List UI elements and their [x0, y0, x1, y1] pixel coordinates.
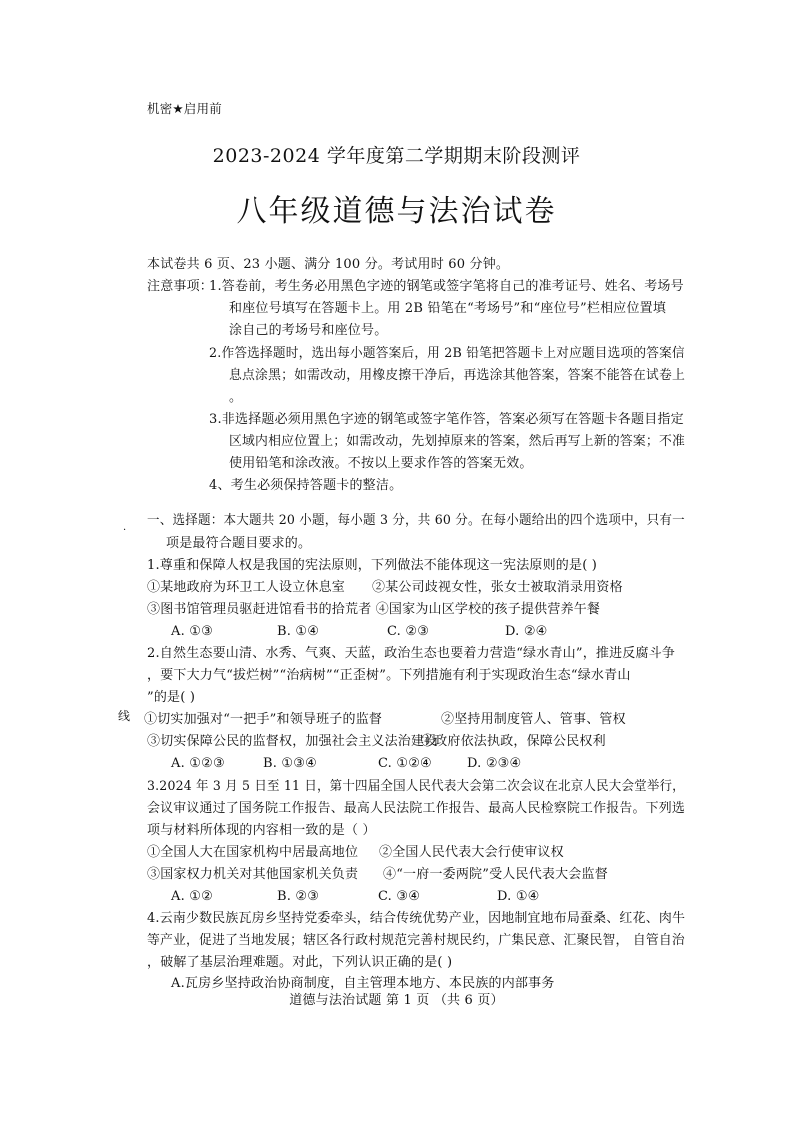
section-1-instructions: 一、选择题：本大题共 20 小题，每小题 3 分，共 60 分。在每小题给出的四个选项中，只有一 [147, 513, 685, 528]
question-2-statement-4: ④政府依法执政，保障公民权利 [421, 734, 606, 749]
question-3-stem-line-3: 项与材料所体现的内容相一致的是（ ） [147, 823, 376, 838]
section-1-instructions-cont: 项是最符合题目要求的。 [166, 536, 312, 551]
question-2-stem-line-1: 2.自然生态要山清、水秀、气爽、天蓝，政治生态也要着力营造“绿水青山”，推进反腐斗争 [147, 646, 676, 661]
question-3-option-c: C. ③④ [378, 889, 421, 904]
exam-intro: 本试卷共 6 页、23 小题、满分 100 分。考试用时 60 分钟。 [147, 257, 510, 272]
question-3-option-b: B. ②③ [277, 889, 320, 904]
question-2-statement-2: ②坚持用制度管人、管事、管权 [441, 712, 626, 727]
question-1-option-d: D. ②④ [505, 624, 548, 639]
question-2-stem-line-3: ”的是( ) [147, 690, 196, 705]
question-2-option-b: B. ①③④ [263, 756, 317, 771]
question-2-statement-3: ③切实保障公民的监督权，加强社会主义法治建设 [147, 734, 438, 749]
question-2-option-c: C. ①②④ [378, 756, 432, 771]
question-3-statement-2: ②全国人民代表大会行使审议权 [379, 845, 564, 860]
binding-line-mark: 线 [118, 709, 131, 723]
question-3-option-d: D. ①④ [497, 889, 540, 904]
note-4: 4、考生必须保持答题卡的整洁。 [209, 478, 403, 493]
question-3-statement-3: ③国家权力机关对其他国家机关负责 [147, 867, 359, 882]
question-3-option-a: A. ①② [171, 889, 213, 904]
question-4-stem-line-1: 4.云南少数民族瓦房乡坚持党委牵头，结合传统优势产业，因地制宜地布局蚕桑、红花、肉牛 [147, 911, 686, 926]
question-2-option-a: A. ①②③ [171, 756, 225, 771]
confidential-label: 机密★启用前 [147, 101, 222, 116]
question-1-statement-1: ①某地政府为环卫工人设立休息室 [147, 580, 346, 595]
exam-subject-title: 八年级道德与法治试卷 [236, 194, 557, 229]
note-1-line-1: 1.答卷前，考生务必用黑色字迹的钢笔或签字笔将自己的准考证号、姓名、考场号 [209, 279, 684, 294]
note-2-line-1: 2.作答选择题时，选出每小题答案后，用 2B 铅笔把答题卡上对应题目选项的答案信 [209, 346, 685, 361]
margin-dot: · [123, 525, 127, 536]
question-1-statement-2: ②某公司歧视女性，张女士被取消录用资格 [372, 580, 623, 595]
question-1-statements-3-4: ③图书馆管理员驱赶进馆看书的拾荒者 ④国家为山区学校的孩子提供营养午餐 [147, 602, 601, 617]
note-3-line-1: 3.非选择题必须用黑色字迹的钢笔或签字笔作答，答案必须写在答题卡各题目指定 [209, 412, 684, 427]
question-1-option-c: C. ②③ [387, 624, 430, 639]
question-1-option-a: A. ①③ [171, 624, 213, 639]
question-4-stem-line-3: ，破解了基层治理难题。对此，下列认识正确的是( ) [147, 955, 453, 970]
note-3-line-3: 使用铅笔和涂改液。不按以上要求作答的答案无效。 [229, 456, 533, 471]
question-1-option-b: B. ①④ [277, 624, 320, 639]
note-2-line-2: 息点涂黑；如需改动，用橡皮擦干净后，再选涂其他答案，答案不能答在试卷上 [229, 368, 686, 383]
note-1-line-3: 涂自己的考场号和座位号。 [229, 323, 388, 338]
note-2-line-3: 。 [229, 390, 243, 405]
question-2-statement-1: ①切实加强对“一把手”和领导班子的监督 [144, 712, 383, 727]
question-2-stem-line-2: ，要下大力气“拔烂树”“治病树”“正歪树”。下列措施有利于实现政治生态“绿水青山 [147, 668, 631, 683]
question-3-statement-1: ①全国人大在国家机构中居最高地位 [147, 845, 359, 860]
question-4-stem-line-2: 等产业，促进了当地发展；辖区各行政村规范完善村规民约，广集民意、汇聚民智， 自管自治 [147, 933, 685, 948]
question-3-statement-4: ④“一府一委两院”受人民代表大会监督 [383, 867, 608, 882]
note-1-line-2: 和座位号填写在答题卡上。用 2B 铅笔在“考场号”和“座位号”栏相应位置填 [229, 301, 667, 316]
exam-title: 2023-2024 学年度第二学期期末阶段测评 [212, 145, 581, 167]
page-footer: 道德与法治试题 第 1 页 （共 6 页） [289, 993, 504, 1008]
note-3-line-2: 区域内相应位置上；如需改动，先划掉原来的答案，然后再写上新的答案；不准 [229, 434, 686, 449]
question-4-option-a: A.瓦房乡坚持政治协商制度，自主管理本地方、本民族的内部事务 [171, 976, 555, 991]
question-2-option-d: D. ②③④ [467, 756, 522, 771]
question-3-stem-line-1: 3.2024 年 3 月 5 日至 11 日，第十四届全国人民代表大会第二次会议在北京人民大会堂举行， [147, 779, 685, 794]
notes-label: 注意事项： [147, 279, 214, 294]
question-3-stem-line-2: 会议审议通过了国务院工作报告、最高人民法院工作报告、最高人民检察院工作报告。下列选 [147, 801, 685, 816]
question-1-stem: 1.尊重和保障人权是我国的宪法原则，下列做法不能体现这一宪法原则的是( ) [147, 558, 598, 573]
